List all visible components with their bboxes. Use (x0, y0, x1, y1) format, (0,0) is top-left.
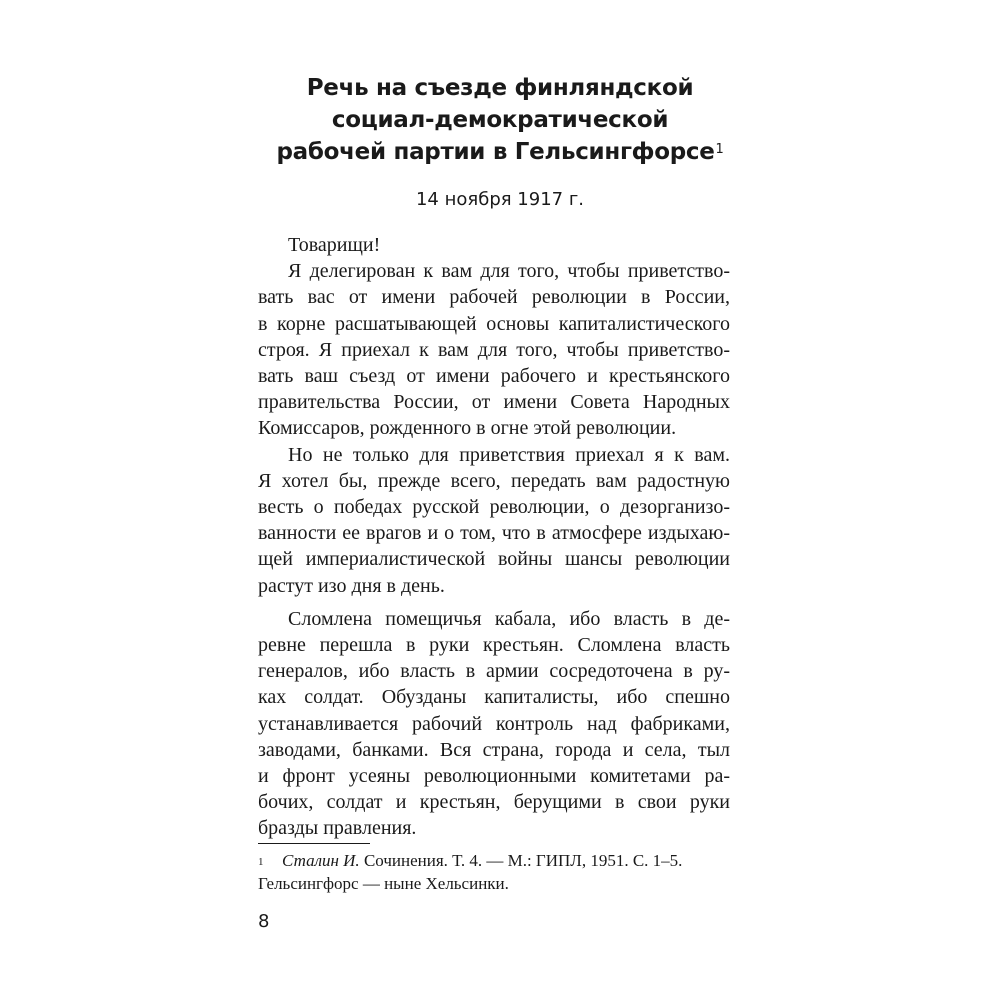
text-line: растут изо дня в день. (258, 574, 445, 597)
text-line: правительства России, от имени Совета Народных (258, 391, 730, 414)
text-line: строя. Я приехал к вам для того, чтобы приветство- (258, 338, 730, 361)
title-line (240, 136, 760, 168)
footnote-author: Сталин И. (282, 851, 360, 870)
speech-date: 14 ноября 1917 г. (415, 189, 585, 210)
page-number: 8 (258, 911, 270, 932)
footnote-line: Гельсингфорс — ныне Хельсинки. (258, 873, 509, 893)
page-title (240, 72, 760, 168)
title-line: Речь на съезде финляндской (306, 75, 694, 101)
text-line: заводами, банками. Вся страна, города и села, тыл (258, 738, 730, 761)
text-line: Сломлена помещичья кабала, ибо власть в де- (288, 607, 730, 630)
text-line: Комиссаров, рожденного в огне этой революции. (258, 417, 677, 440)
text-line: ревне перешла в руки крестьян. Сломлена власть (258, 634, 730, 657)
text-line: устанавливается рабочий контроль над фабриками, (258, 712, 730, 735)
footnote-divider (258, 843, 370, 844)
footnote-line (258, 850, 730, 873)
footnote (258, 850, 730, 895)
text-line: и фронт усеяны революционными комитетами ра- (258, 765, 730, 788)
text-line: Я делегирован к вам для того, чтобы приветство- (288, 260, 730, 283)
text-line: весть о победах русской революции, о дезорганизо- (258, 496, 730, 519)
text-line: ванности ее врагов и о том, что в атмосфере издыхаю- (258, 522, 730, 545)
footnote-reference: 1 (715, 142, 724, 157)
text-line: Товарищи! (288, 234, 381, 256)
text-line: Но не только для приветствия приехал я к вам. (288, 443, 730, 466)
text-line: в корне расшатывающей основы капиталистического (258, 312, 730, 335)
text-line: бочих, солдат и крестьян, берущими в свои руки (258, 791, 730, 814)
text-line: Я хотел бы, прежде всего, передать вам радостную (258, 469, 730, 492)
title-line: социал-демократической (331, 107, 669, 133)
text-line: ках солдат. Обузданы капиталисты, ибо спешно (258, 686, 730, 709)
text-line: щей империалистической войны шансы революции (258, 548, 730, 571)
title-line-text: рабочей партии в Гельсингфорсе (276, 139, 715, 165)
footnote-citation: Сочинения. Т. 4. — М.: ГИПЛ, 1951. С. 1–5. (359, 851, 683, 870)
text-line: вать ваш съезд от имени рабочего и крестьянского (258, 365, 730, 388)
body-text (258, 232, 730, 842)
text-line: бразды правления. (258, 817, 417, 840)
text-line: вать вас от имени рабочей революции в России, (258, 286, 730, 309)
footnote-mark: 1 (258, 856, 264, 868)
text-line: генералов, ибо власть в армии сосредоточена в ру- (258, 660, 730, 683)
